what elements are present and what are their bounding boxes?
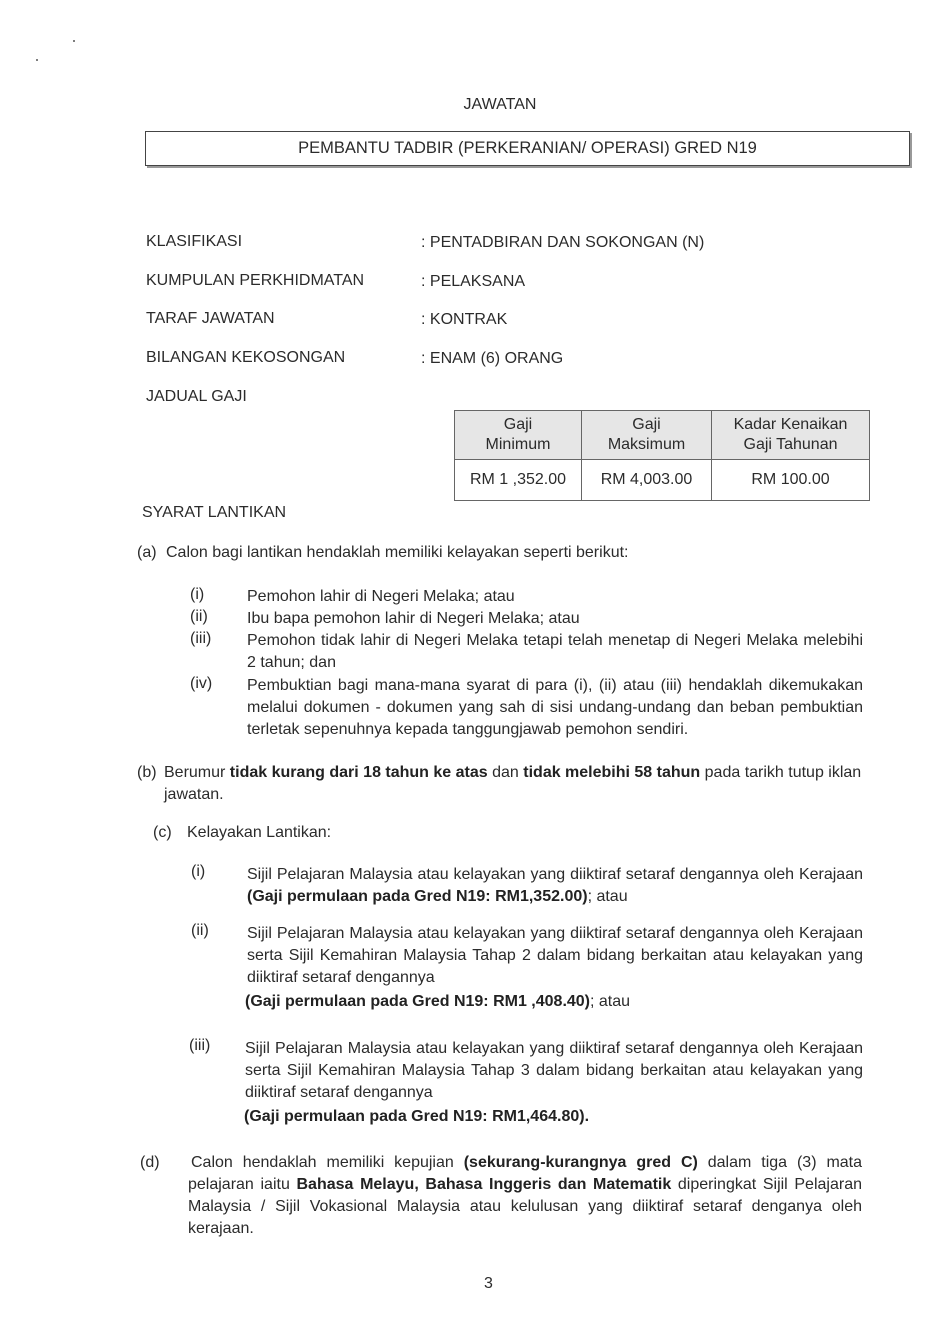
salary-cell-max: RM 4,003.00 (582, 460, 712, 501)
para-b-text-2: dan (487, 764, 524, 781)
salary-cell-increment: RM 100.00 (712, 460, 870, 501)
c-item-1-number: (i) (191, 863, 206, 880)
salary-label: JADUAL GAJI (146, 388, 247, 405)
para-a-marker: (a) (137, 544, 157, 561)
salary-header-max-line2: Maksimum (607, 436, 686, 453)
field-value-kumpulan: : PELAKSANA (421, 273, 526, 290)
field-label-taraf: TARAF JAWATAN (146, 310, 275, 327)
salary-header-increment-line2: Gaji Tahunan (743, 436, 838, 453)
para-c-marker: (c) (153, 824, 172, 841)
a-item-3-number: (iii) (190, 630, 212, 647)
syarat-label: SYARAT LANTIKAN (142, 504, 287, 521)
salary-table-row (455, 460, 870, 501)
salary-table-header-row (455, 411, 870, 460)
page-number: 3 (484, 1275, 493, 1292)
para-b-text-3: pada tarikh tutup iklan jawatan. (164, 764, 862, 803)
a-item-1-number: (i) (190, 586, 205, 603)
para-d-bold-2: Bahasa Melayu, Bahasa Inggeris dan Matematik (296, 1176, 672, 1193)
field-label-klasifikasi: KLASIFIKASI (146, 233, 243, 250)
scan-speck (73, 40, 75, 42)
salary-header-max (582, 411, 712, 460)
para-d-text (188, 1152, 862, 1240)
c-item-1-tail: ; atau (587, 888, 628, 905)
c-item-3-salary: (Gaji permulaan pada Gred N19: RM1,464.80). (244, 1108, 590, 1125)
salary-header-min (455, 411, 582, 460)
a-item-2-text: Ibu bapa pemohon lahir di Negeri Melaka; atau (247, 610, 580, 627)
job-title-box: PEMBANTU TADBIR (PERKERANIAN/ OPERASI) GRED N19 (145, 131, 910, 166)
field-value-taraf: : KONTRAK (421, 311, 508, 328)
para-a-text: Calon bagi lantikan hendaklah memiliki kelayakan seperti berikut: (166, 544, 629, 561)
c-item-1-salary: (Gaji permulaan pada Gred N19: RM1,352.00) (247, 888, 588, 905)
para-d-text-1: Calon hendaklah memiliki kepujian (191, 1154, 464, 1171)
c-item-2-salary: (Gaji permulaan pada Gred N19: RM1 ,408.40) (245, 993, 591, 1010)
field-value-bilangan: : ENAM (6) ORANG (421, 350, 564, 367)
para-b-text-1: Berumur (164, 764, 230, 781)
salary-table (454, 410, 870, 501)
c-item-2-salary-line (245, 991, 630, 1013)
c-item-1-body: Sijil Pelajaran Malaysia atau kelayakan yang diiktiraf setaraf dengannya oleh Kerajaan (247, 866, 863, 883)
salary-header-min-line1: Gaji (503, 416, 533, 433)
c-item-2-text: Sijil Pelajaran Malaysia atau kelayakan yang diiktiraf setaraf dengannya oleh Kerajaan serta Sijil Kemahiran Malaysia Tahap 2 dalam bidang berkaitan atau kelayakan yang diiktiraf setaraf dengannya (247, 925, 863, 986)
para-c-text: Kelayakan Lantikan: (187, 824, 332, 841)
para-b-text (164, 762, 864, 806)
para-d-text-2: dalam tiga (3) mata pelajaran iaitu (188, 1154, 863, 1193)
a-item-4-number: (iv) (190, 675, 213, 692)
c-item-3-text: Sijil Pelajaran Malaysia atau kelayakan yang diiktiraf setaraf dengannya oleh Kerajaan serta Sijil Kemahiran Malaysia Tahap 3 dalam bidang berkaitan atau kelayakan yang diiktiraf setaraf dengannya (245, 1040, 863, 1101)
a-item-4-text: Pembuktian bagi mana-mana syarat di para (i), (ii) atau (iii) hendaklah dikemukakan melalui dokumen - dokumen yang sah di sisi undang-undang dan beban pembuktian terletak sepenuhnya kepada tanggungjawab pemohon sendiri. (247, 677, 863, 738)
c-item-3-salary-line (244, 1106, 589, 1128)
a-item-1-text: Pemohon lahir di Negeri Melaka; atau (247, 588, 515, 605)
salary-header-increment-line1: Kadar Kenaikan (733, 416, 848, 433)
para-d-text-3: diperingkat Sijil Pelajaran Malaysia / Sijil Vokasional Malaysia atau kelulusan yang diiktiraf setaraf denganya oleh kerajaan. (188, 1176, 862, 1237)
c-item-3-number: (iii) (189, 1037, 211, 1054)
salary-header-min-line2: Minimum (485, 436, 551, 453)
para-b-bold-2: tidak melebihi 58 tahun (523, 764, 701, 781)
field-value-klasifikasi: : PENTADBIRAN DAN SOKONGAN (N) (421, 234, 705, 251)
a-item-3-text: Pemohon tidak lahir di Negeri Melaka tetapi telah menetap di Negeri Melaka melebihi 2 tahun; dan (247, 632, 863, 671)
para-d-marker: (d) (140, 1154, 160, 1171)
salary-cell-min: RM 1 ,352.00 (455, 460, 582, 501)
scan-speck (36, 59, 38, 61)
c-item-2-tail: ; atau (590, 993, 631, 1010)
field-label-kumpulan: KUMPULAN PERKHIDMATAN (146, 272, 365, 289)
para-d-bold-1: (sekurang-kurangnya gred C) (463, 1154, 698, 1171)
c-item-2-number: (ii) (191, 922, 209, 939)
c-item-1-text (247, 864, 863, 908)
field-label-bilangan: BILANGAN KEKOSONGAN (146, 349, 346, 366)
para-b-marker: (b) (137, 764, 157, 781)
section-heading: JAWATAN (463, 96, 537, 113)
salary-header-max-line1: Gaji (632, 416, 661, 433)
salary-header-increment (712, 411, 870, 460)
para-b-bold-1: tidak kurang dari 18 tahun ke atas (229, 764, 488, 781)
a-item-2-number: (ii) (190, 608, 208, 625)
